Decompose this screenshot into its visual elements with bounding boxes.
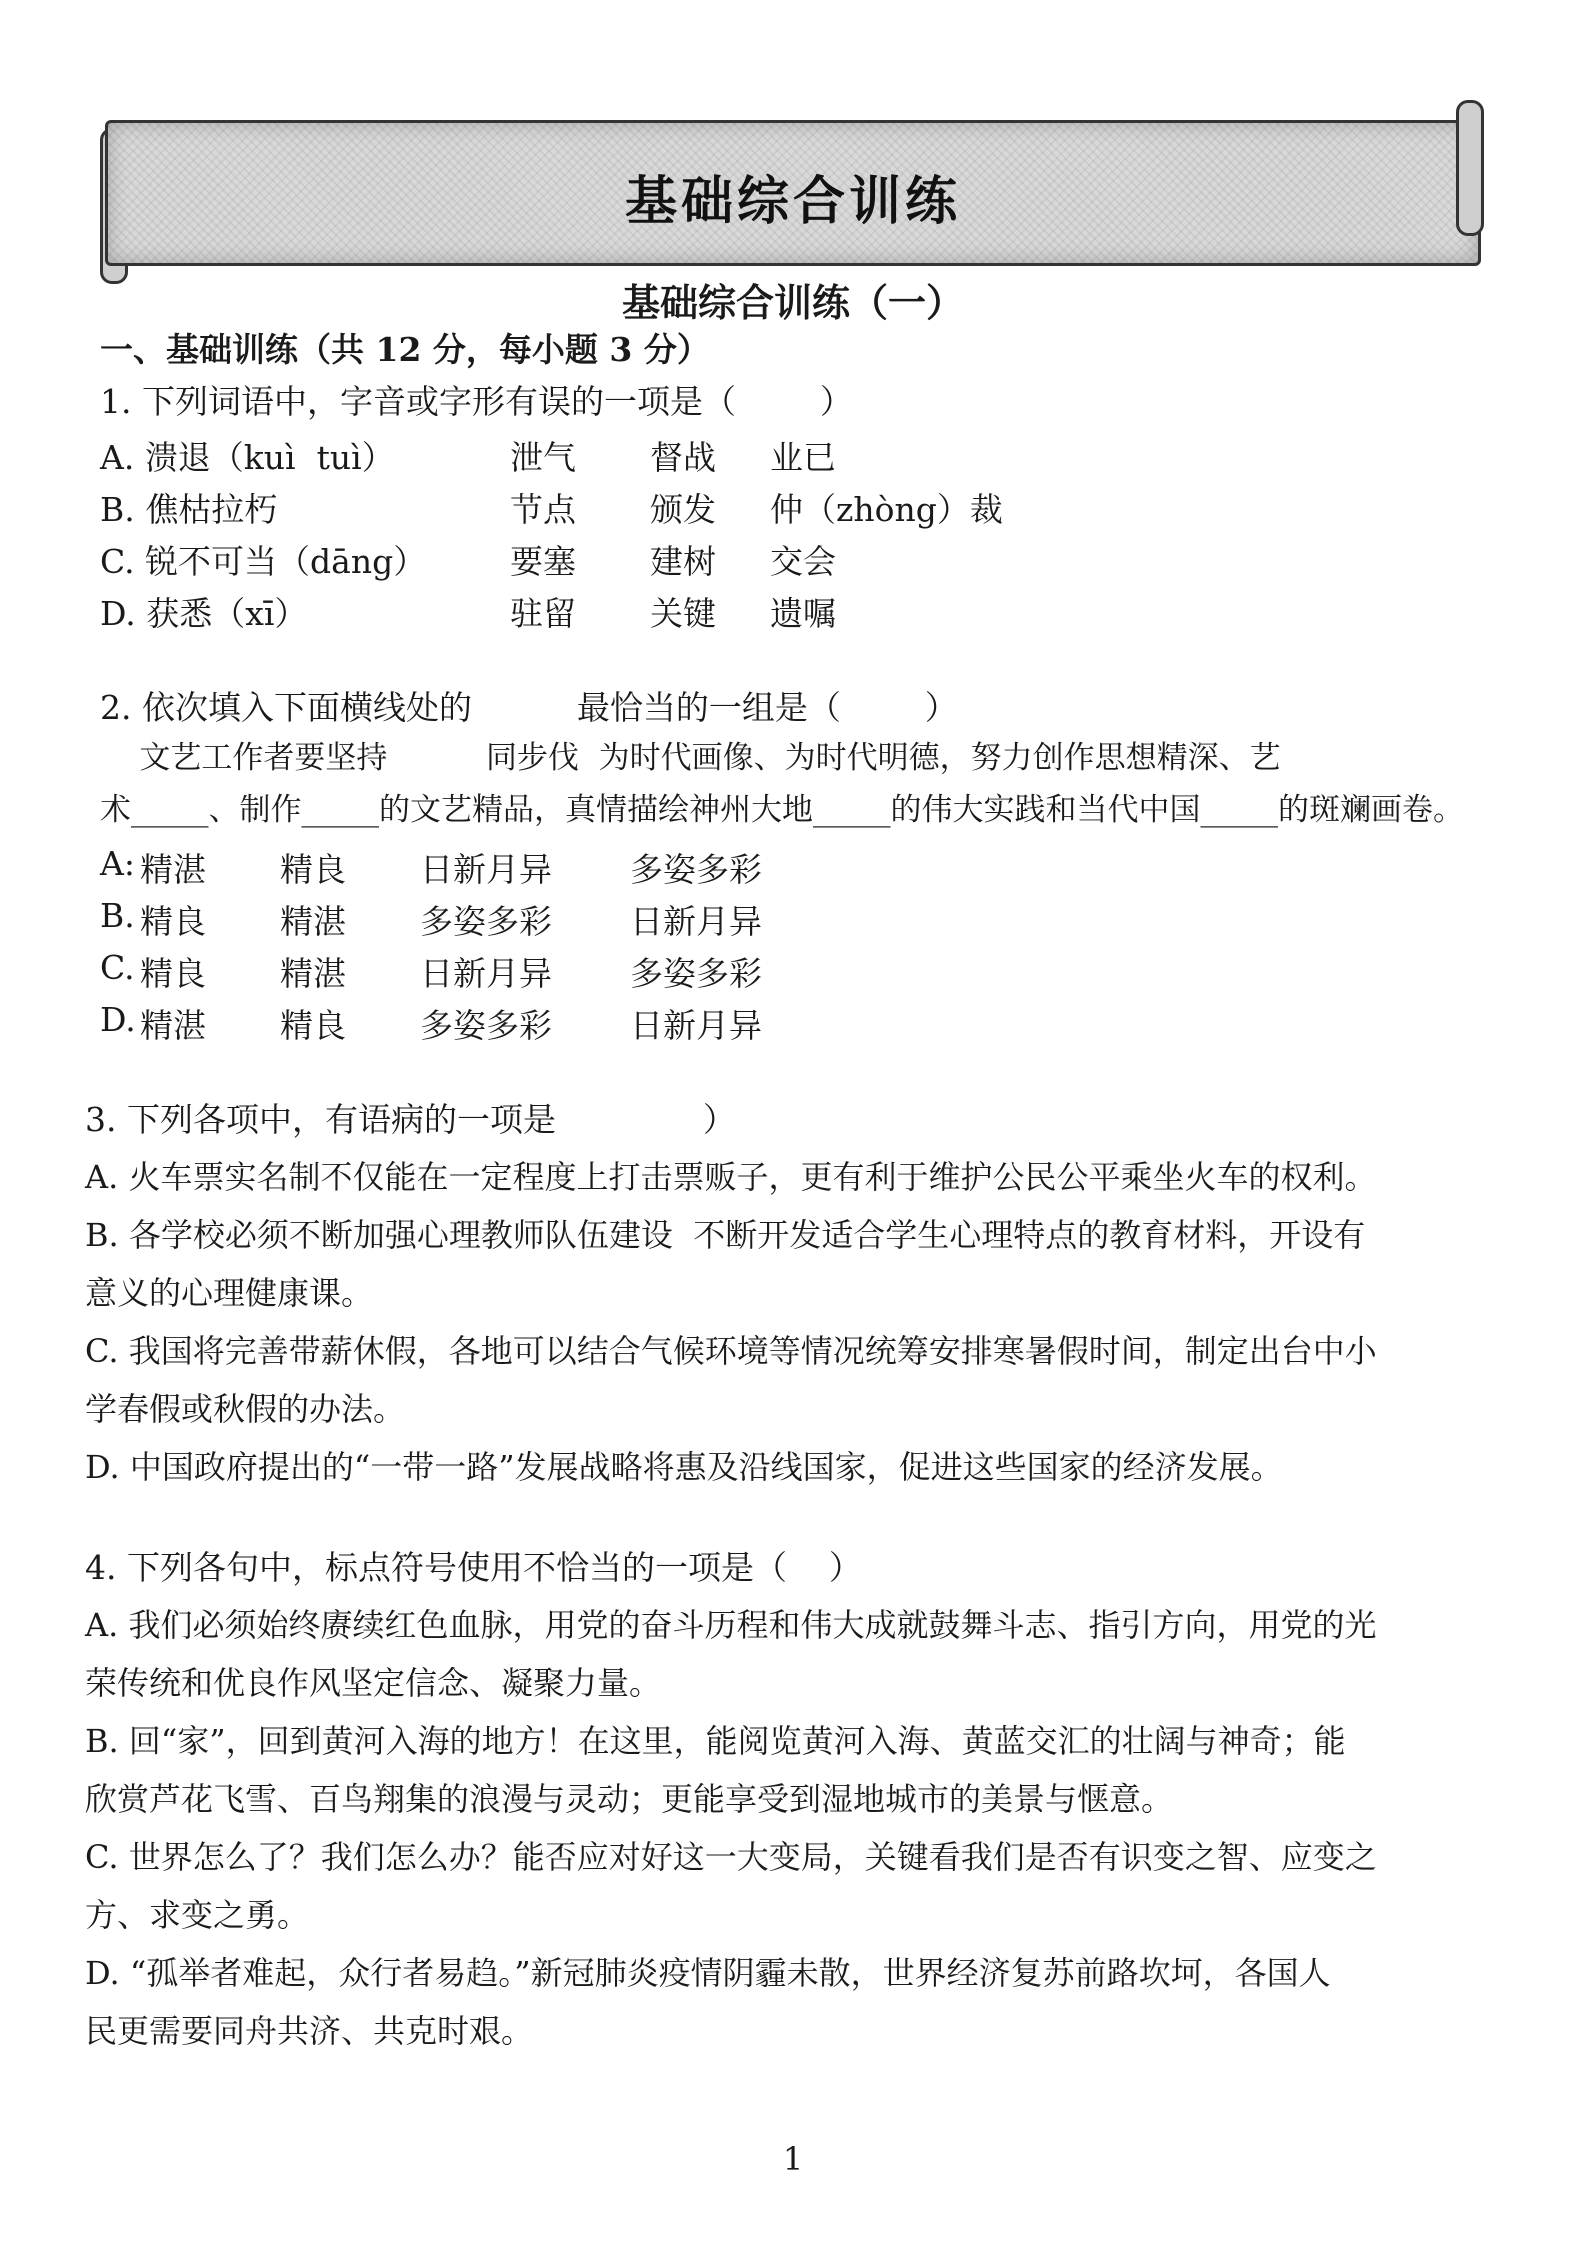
q3-option-c-line2: 学春假或秋假的办法。 [85,1390,406,1428]
q4-option-d-line1: D. “孤举者难起，众行者易趋。”新冠肺炎疫情阴霾未散，世界经济复苏前路坎坷，各国人 [85,1954,1331,1992]
q2-stem: 2. 依次填入下面横线处的 最恰当的一组是（ ） [100,688,958,727]
q1-option-d-word2: 关键 [650,594,716,633]
title-banner [105,120,1481,266]
q2-option-a-choice2: 精良 [280,850,346,889]
q4-option-a-line1: A. 我们必须始终赓续红色血脉，用党的奋斗历程和伟大成就鼓舞斗志、指引方向，用党的光 [85,1606,1377,1644]
q1-option-b-label: B. 僬枯拉朽 [100,490,278,529]
q2-option-d-label: D. [100,1000,136,1039]
q1-option-c-word2: 建树 [650,542,716,581]
q2-option-d-choice2: 精良 [280,1006,346,1045]
q2-option-a-choice1: 精湛 [140,850,206,889]
page-number: 1 [782,2140,804,2178]
banner-title: 基础综合训练 [624,172,961,232]
q4-option-d-line2: 民更需要同舟共济、共克时艰。 [85,2012,534,2050]
q2-passage-line1: 文艺工作者要坚持 同步伐 为时代画像、为时代明德，努力创作思想精深、艺 [100,740,1281,776]
q3-option-a: A. 火车票实名制不仅能在一定程度上打击票贩子，更有利于维护公民公平乘坐火车的权利。 [85,1158,1377,1196]
q4-option-b-line2: 欣赏芦花飞雪、百鸟翔集的浪漫与灵动；更能享受到湿地城市的美景与惬意。 [85,1780,1174,1818]
q2-option-b-label: B. [100,896,135,935]
q4-stem: 4. 下列各句中，标点符号使用不恰当的一项是（ ） [85,1548,862,1587]
q1-option-a-label: A. 溃退（kuì tuì） [100,438,395,477]
q1-option-a-word2: 督战 [650,438,716,477]
q1-option-c-label: C. 锐不可当（dāng） [100,542,427,581]
q2-option-a-label: A: [100,844,135,883]
q4-option-b-line1: B. 回“家”，回到黄河入海的地方！在这里，能阅览黄河入海、黄蓝交汇的壮阔与神奇；能 [85,1722,1346,1760]
q2-option-a-choice4: 多姿多彩 [630,850,762,889]
q2-option-d-choice1: 精湛 [140,1006,206,1045]
q2-option-c-choice3: 日新月异 [420,954,552,993]
section-heading: 一、基础训练（共 12 分，每小题 3 分） [100,330,710,369]
q2-option-b-choice2: 精湛 [280,902,346,941]
q1-stem: 1. 下列词语中，字音或字形有误的一项是（ ） [100,382,853,421]
q3-option-b-line1: B. 各学校必须不断加强心理教师队伍建设 不断开发适合学生心理特点的教育材料，开设有 [85,1216,1366,1254]
page-subtitle: 基础综合训练（一） [621,280,964,325]
q3-option-b-line2: 意义的心理健康课。 [85,1274,374,1312]
q2-option-d-choice3: 多姿多彩 [420,1006,552,1045]
q3-option-c-line1: C. 我国将完善带薪休假，各地可以结合气候环境等情况统筹安排寒暑假时间，制定出台中小 [85,1332,1377,1370]
q1-option-b-word1: 节点 [510,490,576,529]
q2-passage-line2: 术_____、制作_____的文艺精品，真情描绘神州大地_____的伟大实践和当代中国_____的斑斓画卷。 [100,792,1464,828]
q4-option-a-line2: 荣传统和优良作风坚定信念、凝聚力量。 [85,1664,662,1702]
q2-option-b-choice1: 精良 [140,902,206,941]
q1-option-d-word3: 遗嘱 [770,594,836,633]
q4-option-c-line1: C. 世界怎么了？我们怎么办？能否应对好这一大变局，关键看我们是否有识变之智、应变之 [85,1838,1377,1876]
q2-option-c-choice2: 精湛 [280,954,346,993]
q3-option-d: D. 中国政府提出的“一带一路”发展战略将惠及沿线国家，促进这些国家的经济发展。 [85,1448,1283,1486]
q1-option-a-word1: 泄气 [510,438,576,477]
q2-option-b-choice3: 多姿多彩 [420,902,552,941]
q2-option-d-choice4: 日新月异 [630,1006,762,1045]
q1-option-b-word3: 仲（zhòng）裁 [770,490,1003,529]
q2-option-c-choice1: 精良 [140,954,206,993]
q3-stem: 3. 下列各项中，有语病的一项是 ） [85,1100,736,1139]
q1-option-c-word1: 要塞 [510,542,576,581]
q1-option-a-word3: 业已 [770,438,836,477]
q1-option-c-word3: 交会 [770,542,836,581]
q2-option-c-label: C. [100,948,135,987]
q1-option-d-word1: 驻留 [510,594,576,633]
q1-option-b-word2: 颁发 [650,490,716,529]
q2-option-c-choice4: 多姿多彩 [630,954,762,993]
scroll-right-roll [1456,100,1484,236]
q4-option-c-line2: 方、求变之勇。 [85,1896,310,1934]
q2-option-a-choice3: 日新月异 [420,850,552,889]
q2-option-b-choice4: 日新月异 [630,902,762,941]
q1-option-d-label: D. 获悉（xī） [100,594,308,633]
